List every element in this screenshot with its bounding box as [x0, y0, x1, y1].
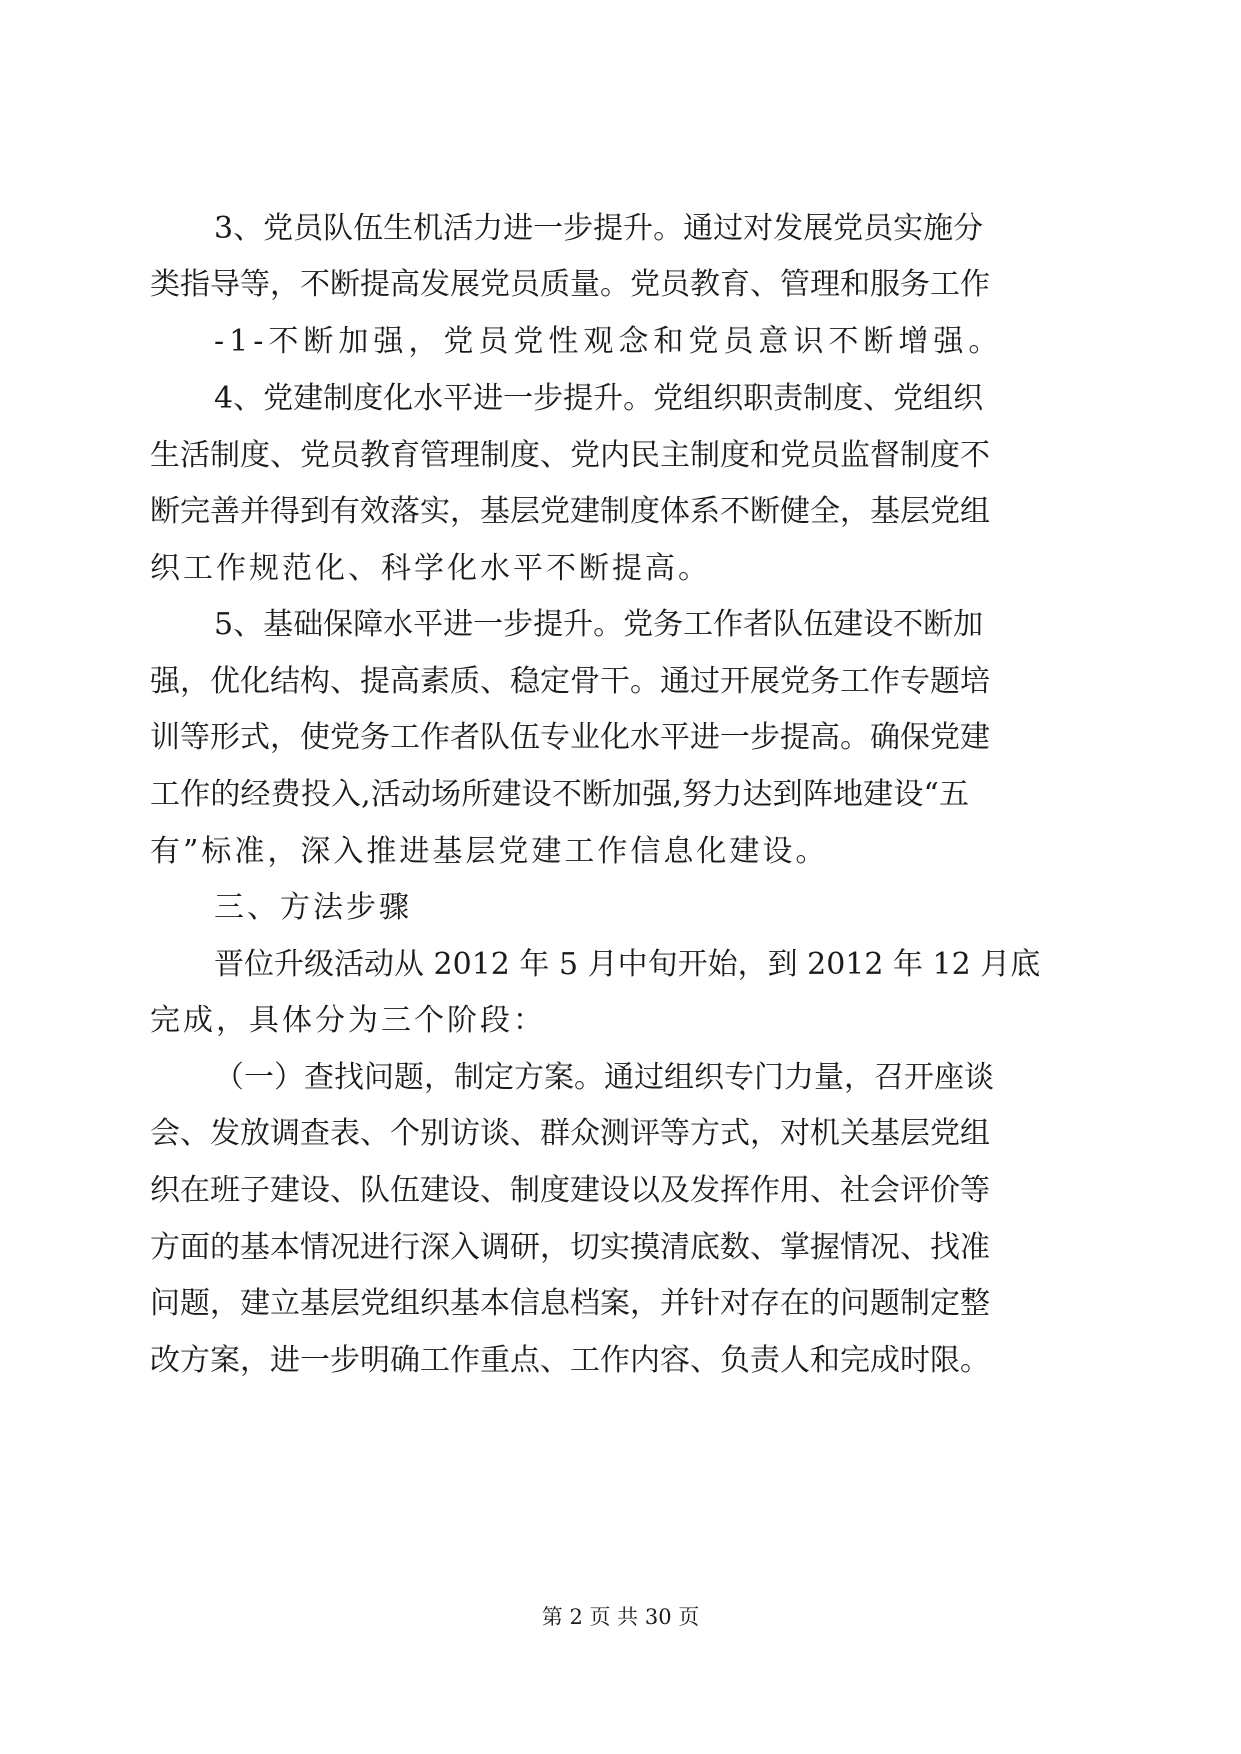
line-text: （一）查找问题，制定方案。通过组织专门力量，召开座谈	[214, 1060, 994, 1095]
text-line	[0, 492, 1241, 532]
text-line	[0, 1284, 1241, 1324]
text-line	[0, 945, 1241, 985]
line-text: 问题，建立基层党组织基本信息档案，并针对存在的问题制定整	[150, 1286, 990, 1321]
line-text: 改方案，进一步明确工作重点、工作内容、负责人和完成时限。	[150, 1343, 990, 1378]
line-text: 4、党建制度化水平进一步提升。党组织职责制度、党组织	[214, 381, 984, 416]
line-text: 断完善并得到有效落实，基层党建制度体系不断健全，基层党组	[150, 494, 990, 529]
line-text: -1-不断加强，党员党性观念和党员意识不断增强。	[214, 324, 1004, 359]
line-text: 织工作规范化、科学化水平不断提高。	[150, 551, 711, 586]
line-text: 方面的基本情况进行深入调研，切实摸清底数、掌握情况、找准	[150, 1230, 990, 1265]
text-line	[0, 605, 1241, 645]
text-line	[0, 1001, 1241, 1041]
section-heading	[0, 888, 1241, 928]
page-footer: 第 2 页 共 30 页	[541, 1605, 700, 1629]
line-text: 3、党员队伍生机活力进一步提升。通过对发展党员实施分	[214, 211, 984, 246]
text-line	[0, 265, 1241, 305]
text-line	[0, 662, 1241, 702]
line-text: 会、发放调查表、个别访谈、群众测评等方式，对机关基层党组	[150, 1116, 990, 1151]
line-text: 类指导等，不断提高发展党员质量。党员教育、管理和服务工作	[150, 267, 990, 302]
text-line	[0, 832, 1241, 872]
line-text: 训等形式，使党务工作者队伍专业化水平进一步提高。确保党建	[150, 720, 990, 755]
text-line	[0, 436, 1241, 476]
text-line	[0, 775, 1241, 815]
text-line	[0, 1058, 1241, 1098]
line-text: 完成，具体分为三个阶段：	[150, 1003, 546, 1038]
text-line	[0, 1341, 1241, 1381]
text-line	[0, 1171, 1241, 1211]
line-text: 工作的经费投入,活动场所建设不断加强,努力达到阵地建设“五	[150, 777, 969, 812]
line-text: 5、基础保障水平进一步提升。党务工作者队伍建设不断加	[214, 607, 984, 642]
line-text: 有”标准，深入推进基层党建工作信息化建设。	[150, 834, 829, 869]
line-text: 强，优化结构、提高素质、稳定骨干。通过开展党务工作专题培	[150, 664, 990, 699]
line-text: 三、方法步骤	[214, 890, 412, 925]
text-line	[0, 209, 1241, 249]
text-line	[0, 322, 1241, 362]
line-text: 织在班子建设、队伍建设、制度建设以及发挥作用、社会评价等	[150, 1173, 990, 1208]
text-line	[0, 379, 1241, 419]
line-text: 生活制度、党员教育管理制度、党内民主制度和党员监督制度不	[150, 438, 990, 473]
text-line	[0, 549, 1241, 589]
text-line	[0, 1114, 1241, 1154]
text-line	[0, 718, 1241, 758]
text-line	[0, 1228, 1241, 1268]
line-text: 晋位升级活动从 2012 年 5 月中旬开始，到 2012 年 12 月底	[214, 947, 1041, 982]
